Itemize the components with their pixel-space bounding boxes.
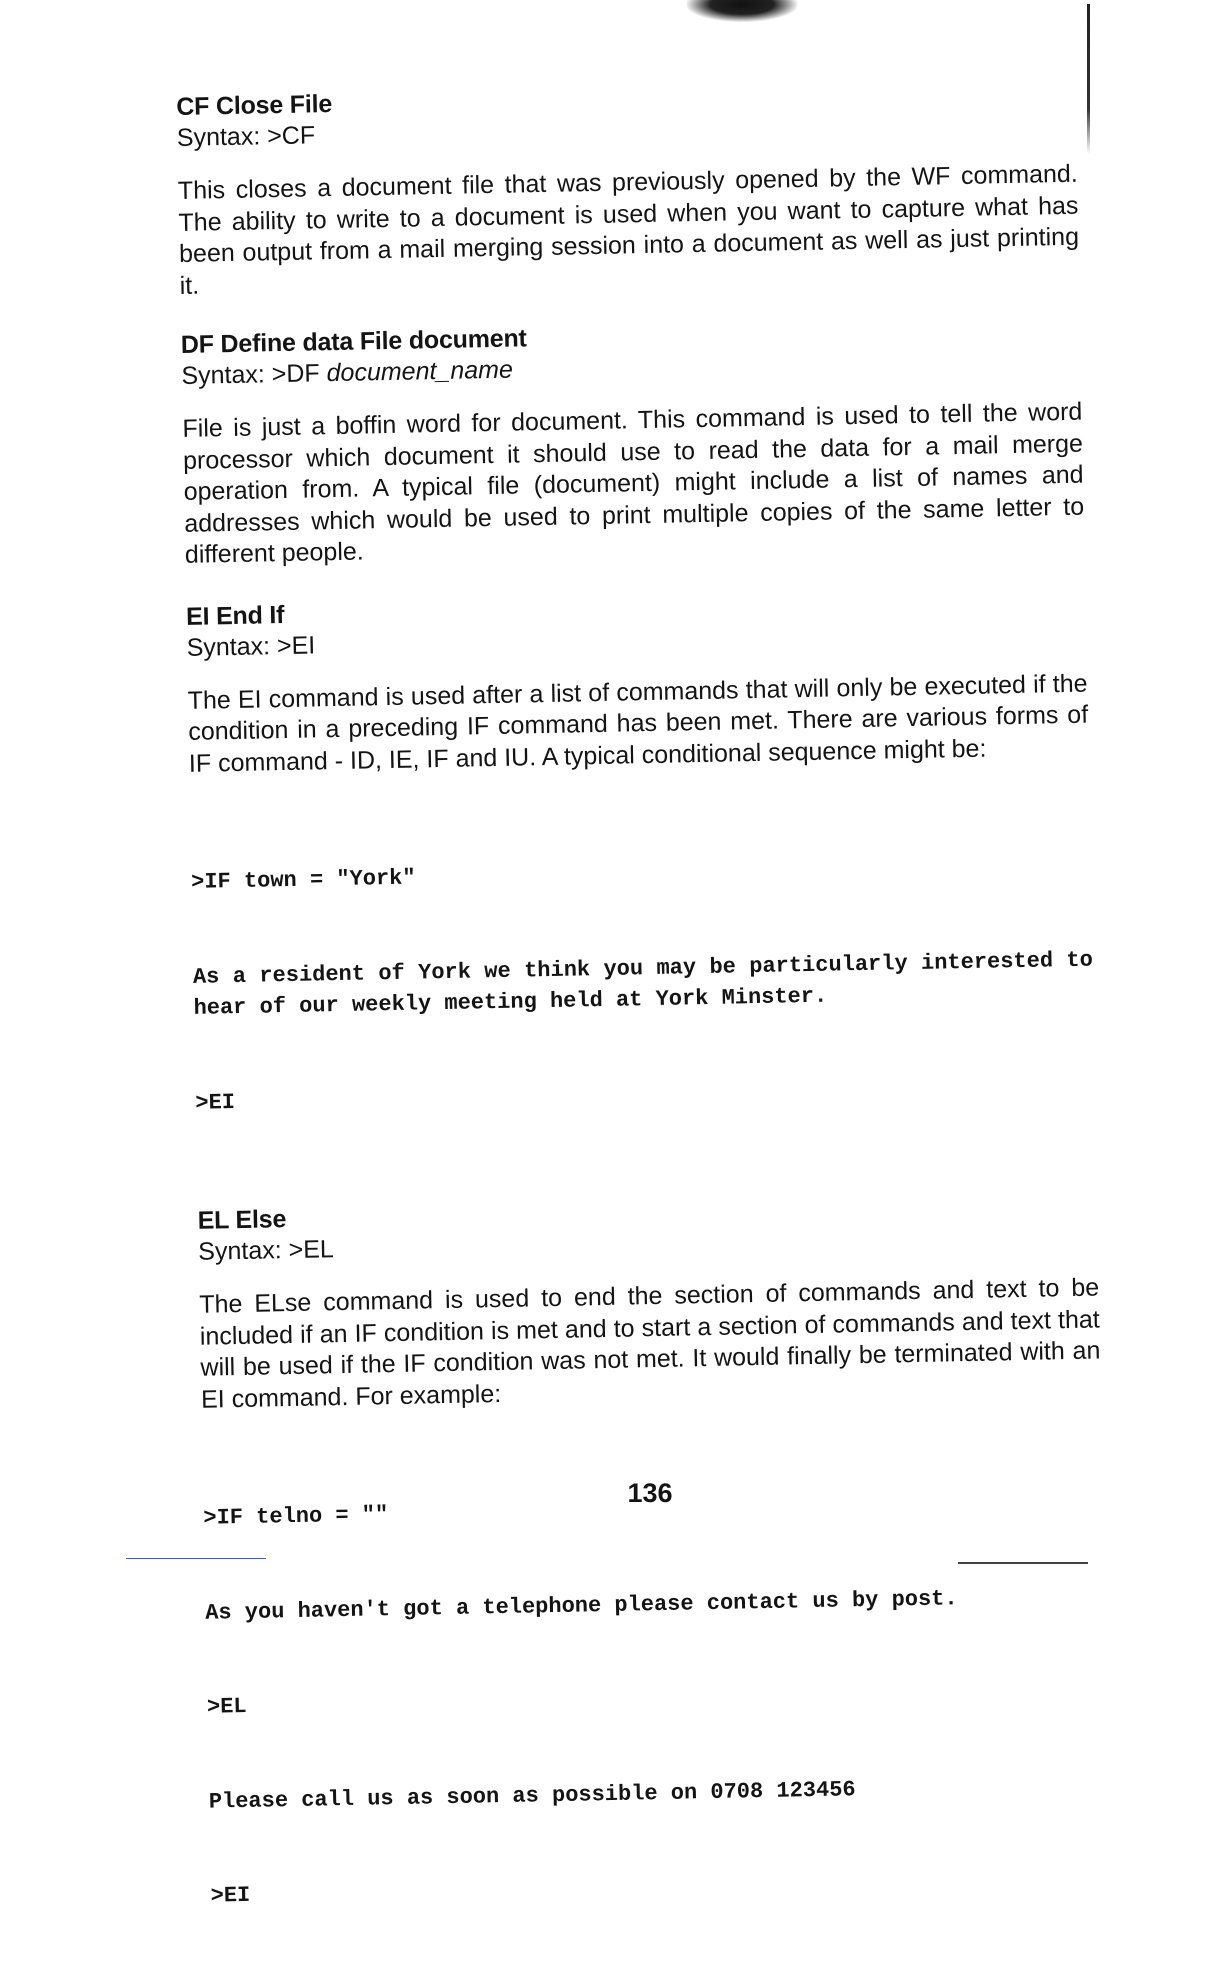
entry-description: File is just a boffin word for document. This command is used to tell the word processor which document it should use to read the data for a mail merge operation from. A typical file (document) might include a list of names and addresses which would be used to print multiple copies of the same letter to different people. — [182, 397, 1085, 569]
syntax-argument: document_name — [326, 355, 514, 388]
entry-description: The EI command is used after a list of commands that will only be executed if the condition in a preceding IF command has been met. There are various forms of IF command - ID, IE, IF and IU. A typical conditional sequence might be: — [187, 669, 1089, 778]
scan-artifact — [686, 0, 798, 22]
entry-df-define-data-file — [181, 313, 1085, 572]
page-content — [176, 75, 1112, 1975]
code-line: >EI — [195, 1089, 236, 1116]
code-line: As you haven't got a telephone please contact us by post. — [204, 1585, 958, 1626]
entry-description: This closes a document file that was previously opened by the WF command. The ability to write to a document is used when you want to capture what has been output from a mail merging session into a document as well as just printing it. — [177, 159, 1080, 300]
entry-el-else — [197, 1189, 1112, 1975]
code-line: Please call us as soon as possible on 0708 123456 — [208, 1776, 856, 1815]
code-line: >IF telno = "" — [203, 1502, 389, 1531]
page-number: 136 — [627, 1478, 673, 1508]
syntax-text: Syntax: >EL — [198, 1235, 335, 1266]
page-edge-mark — [1087, 4, 1090, 154]
code-line: As a resident of York we think you may be particularly interested to hear of our weekly meeting held at York Minster. — [192, 946, 1107, 1021]
footer-rule-right — [958, 1562, 1088, 1564]
code-line: >IF town = "York" — [190, 865, 416, 895]
entry-cf-close-file — [176, 75, 1080, 302]
code-line: >EL — [206, 1693, 247, 1720]
syntax-text: Syntax: >DF — [181, 359, 327, 390]
syntax-text: Syntax: >CF — [176, 121, 316, 152]
entry-heading: EL Else — [197, 1205, 287, 1235]
entry-heading: CF Close File — [176, 90, 333, 121]
entry-ei-end-if — [185, 584, 1107, 1182]
entry-heading: EI End If — [185, 600, 285, 631]
footer-rule-left — [126, 1558, 266, 1559]
entry-description: The ELse command is used to end the section of commands and text to be included if an IF condition is met and to start a section of commands and text that will be used if the IF condition was not met. It would finally be terminated with an EI command. For example: — [199, 1273, 1101, 1414]
entry-heading: DF Define data File document — [180, 324, 527, 359]
code-line: >EI — [210, 1882, 251, 1909]
syntax-text: Syntax: >EI — [186, 630, 316, 662]
code-example — [190, 787, 1107, 1182]
